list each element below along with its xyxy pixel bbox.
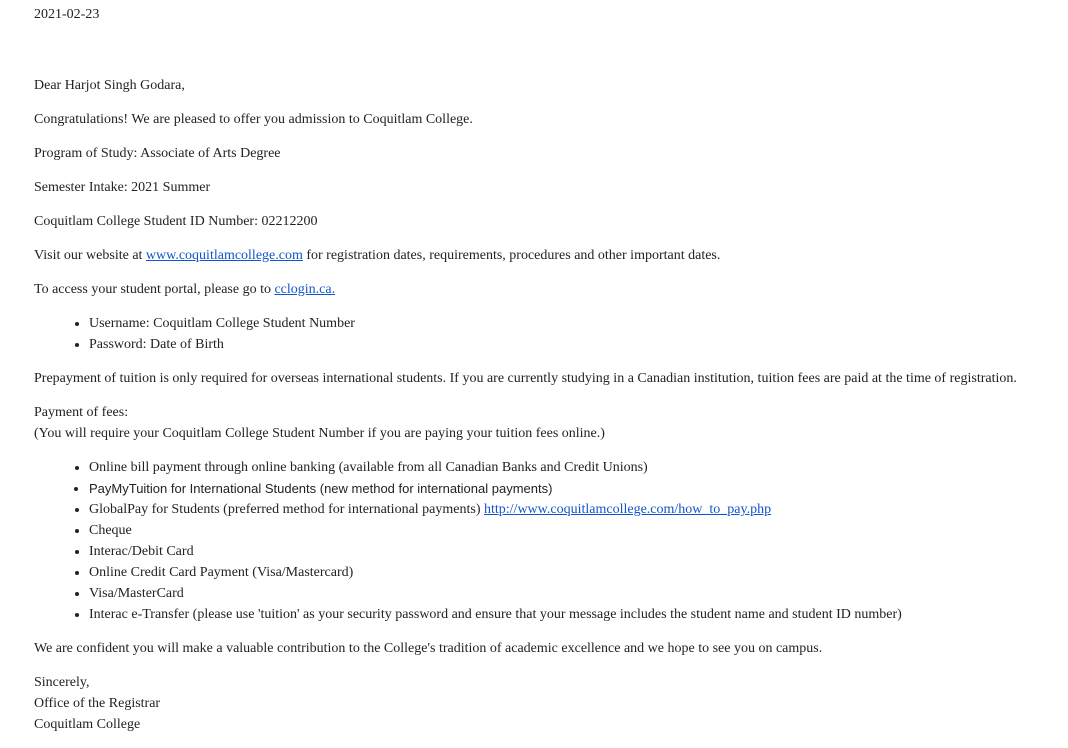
signature-block <box>34 672 1054 735</box>
list-item-interac-debit: • Interac/Debit Card <box>89 541 1054 562</box>
list-item-visa-mastercard: • Visa/MasterCard <box>89 583 1054 604</box>
student-id-number: Coquitlam College Student ID Number: 02212200 <box>34 214 318 229</box>
fees-note: (You will require your Coquitlam College Student Number if you are paying your tuition fees online.) <box>34 426 605 441</box>
signer-office: Office of the Registrar <box>34 696 161 711</box>
semester-intake: Semester Intake: 2021 Summer <box>34 180 211 195</box>
list-item-username: • Username: Coquitlam College Student Number <box>89 313 1054 334</box>
website-suffix: for registration dates, requirements, procedures and other important dates. <box>302 248 721 263</box>
letter-date: 2021-02-23 <box>34 7 100 22</box>
portal-prefix: To access your student portal, please go to <box>34 282 275 297</box>
list-item-online-credit: • Online Credit Card Payment (Visa/Mastercard) <box>89 562 1054 583</box>
list-item-globalpay <box>89 499 1054 520</box>
portal-link[interactable]: cclogin.ca. <box>274 282 336 297</box>
list-item-etransfer: • Interac e-Transfer (please use 'tuition' as your security password and ensure that your message includes the student name and student ID number) <box>89 604 1054 625</box>
admission-letter <box>34 4 1054 735</box>
signoff: Sincerely, <box>34 675 90 690</box>
closing-statement: We are confident you will make a valuable contribution to the College's tradition of academic excellence and we hope to see you on campus. <box>34 641 823 656</box>
credentials-list <box>34 313 1054 355</box>
list-item-password: • Password: Date of Birth <box>89 334 1054 355</box>
list-item-cheque: • Cheque <box>89 520 1054 541</box>
list-item-paymytuition: • PayMyTuition for International Students (new method for international payments) <box>89 478 1054 499</box>
website-paragraph <box>34 245 1054 266</box>
fees-section <box>34 402 1054 444</box>
payment-methods-list <box>34 457 1054 625</box>
signer-college: Coquitlam College <box>34 717 141 732</box>
prepayment-notice: Prepayment of tuition is only required for overseas international students. If you are currently studying in a Canadian institution, tuition fees are paid at the time of registration. <box>34 371 1017 386</box>
congratulations-text: Congratulations! We are pleased to offer you admission to Coquitlam College. <box>34 112 473 127</box>
program-of-study: Program of Study: Associate of Arts Degree <box>34 146 281 161</box>
website-link[interactable]: www.coquitlamcollege.com <box>145 248 303 263</box>
how-to-pay-link[interactable]: http://www.coquitlamcollege.com/how_to_pay.php <box>484 502 772 517</box>
website-prefix: Visit our website at <box>34 248 146 263</box>
portal-paragraph <box>34 279 1054 300</box>
greeting: Dear Harjot Singh Godara, <box>34 78 185 93</box>
fees-heading: Payment of fees: <box>34 405 129 420</box>
list-item-online-bill: • Online bill payment through online banking (available from all Canadian Banks and Credit Unions) <box>89 457 1054 478</box>
globalpay-text: GlobalPay for Students (preferred method for international payments) <box>89 502 484 517</box>
